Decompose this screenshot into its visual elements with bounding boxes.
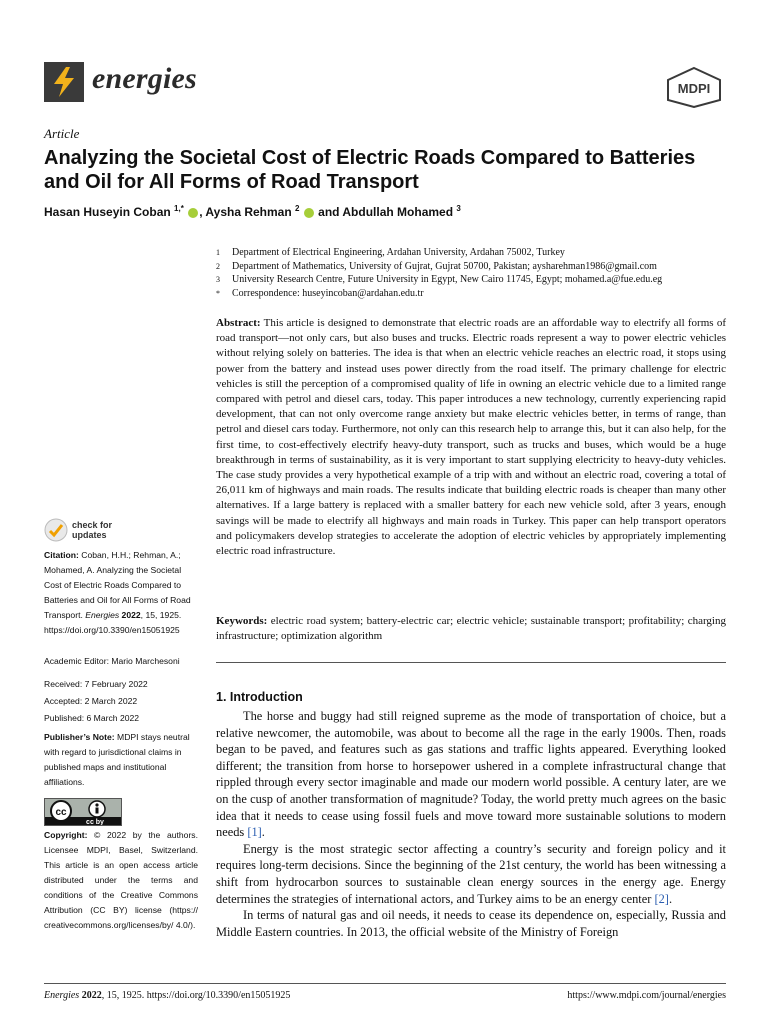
author-affiliation-mark: 2 — [295, 204, 300, 213]
affiliation-item: 1 Department of Electrical Engineering, Ardahan University, Ardahan 75002, Turkey — [216, 247, 565, 258]
svg-text:cc by: cc by — [86, 819, 104, 825]
journal-name: energies — [92, 62, 197, 95]
copyright-notice: Copyright: © 2022 by the authors. Licensee MDPI, Basel, Switzerland. This article is an open access article distributed under the terms and conditions of the Creative Commons Attribution (CC BY) license (https:// creativecommons.org/licenses/by/ 4.0/). — [44, 830, 198, 930]
svg-text:cc: cc — [55, 807, 67, 818]
keywords-label: Keywords: — [216, 615, 268, 627]
keywords — [216, 614, 726, 644]
journal-logo-icon — [44, 62, 84, 102]
author-list — [44, 204, 461, 219]
affiliation-item: 3 University Research Centre, Future University in Egypt, New Cairo 11745, Egypt; mohamed.a@fue.edu.eg — [216, 274, 663, 285]
publisher-note: Publisher’s Note: MDPI stays neutral with regard to jurisdictional claims in published maps and institutional affiliations. — [44, 732, 190, 787]
academic-editor: Academic Editor: Mario Marchesoni — [44, 656, 180, 666]
footer-divider — [44, 983, 726, 984]
published-date: Published: 6 March 2022 — [44, 713, 140, 723]
author-separator: , — [199, 205, 206, 219]
introduction-body — [216, 708, 726, 940]
author-affiliation-mark: 3 — [456, 204, 461, 213]
affiliation-item: * Correspondence: huseyincoban@ardahan.edu.tr — [216, 287, 424, 299]
author-name: Hasan Huseyin Coban — [44, 205, 171, 219]
check-updates-icon — [44, 518, 68, 542]
orcid-icon[interactable] — [304, 208, 314, 218]
mdpi-logo — [664, 66, 724, 108]
author-affiliation-mark: 1,* — [174, 204, 184, 213]
reference-link[interactable]: [1] — [247, 825, 262, 840]
svg-text:MDPI: MDPI — [677, 81, 711, 96]
check-for-updates-badge[interactable]: check for updates — [44, 516, 174, 546]
affiliation-item: 2 Department of Mathematics, University of Gujrat, Gujrat 50700, Pakistan; aysharehman1986@gmail.com — [216, 260, 657, 272]
article-dates — [44, 676, 148, 727]
footer-journal-url[interactable]: https://www.mdpi.com/journal/energies — [567, 990, 726, 1001]
author-separator: and — [314, 205, 343, 219]
paper-title: Analyzing the Societal Cost of Electric Roads Compared to Batteries and Oil for All Forms of Road Transport — [44, 147, 696, 193]
orcid-icon[interactable] — [188, 208, 198, 218]
mdpi-logo-icon — [664, 66, 724, 108]
paragraph: The horse and buggy had still reigned supreme as the mode of transportation of choice, but a relative newcomer, the automobile, was about to become all the rage in the early 1900s. Then, roads began to be paved, and features such as gas stations and traffic lights appeared. Everything looked different; the transition from horse to horsepower ushered in a complete infrastructural change that rippled through every sector imaginable and made our modern world possible. A century later, are we on the cusp of another transformation of magnitude? Today, the world pretty much agrees on the basic idea that it needs to cease using fossil fuels and move toward more sustainable solutions to modern needs [1]. — [216, 709, 726, 840]
cc-by-license-icon[interactable] — [44, 798, 122, 826]
author-name: Abdullah Mohamed — [342, 205, 454, 219]
section-heading: 1. Introduction — [216, 690, 303, 704]
footer-citation: Energies 2022, 15, 1925. https://doi.org/10.3390/en15051925 — [44, 990, 291, 1001]
reference-link[interactable]: [2] — [654, 891, 669, 906]
keywords-text: electric road system; battery-electric car; electric vehicle; sustainable transport; profitability; charging infrastructure; optimization algorithm — [216, 615, 726, 643]
affiliations — [216, 246, 726, 300]
abstract-label: Abstract: — [216, 317, 261, 329]
received-date: Received: 7 February 2022 — [44, 679, 148, 689]
citation: Citation: Coban, H.H.; Rehman, A.; Mohamed, A. Analyzing the Societal Cost of Electric Roads Compared to Batteries and Oil for All Forms of Road Transport. Energies 2022, 15, 1925. https://doi.org/10.3390/en15051925 — [44, 550, 191, 635]
accepted-date: Accepted: 2 March 2022 — [44, 696, 138, 706]
paragraph: Energy is the most strategic sector affecting a country’s security and foreign policy and it requires long-term decisions. Since the beginning of the 21st century, the world has been witnessing a shift from hydrocarbon sources to sustainable clean energy sources in the energy age. Energy determines the strategies of international actors, and Turkey aims to be an energy center [2]. — [216, 841, 726, 906]
section-divider — [216, 662, 726, 663]
abstract — [216, 316, 726, 559]
paragraph: In terms of natural gas and oil needs, it needs to cease its dependence on, especially, Russia and Middle Eastern countries. In 2013, the official website of the Ministry of Foreign — [216, 908, 726, 939]
article-type: Article — [44, 126, 80, 141]
author-name: Aysha Rehman — [205, 205, 292, 219]
abstract-text: This article is designed to demonstrate that electric roads are an affordable way to electrify all forms of road transport—not only cars, but also buses and trucks. Electric roads represent a way to power electric vehicles without relying solely on batteries. The idea is that when an electric vehicle reaches an electric road, it stops using power from the battery and instead uses power directly from the road itself. The primary challenge for electric vehicles is still the perception of a compromised quality of life in owning an electric vehicle due to a limited range compared with petrol and diesel cars, today. This paper introduces a new technology, currently experiencing rapid development, that can not only overcome range anxiety but make electric vehicles better, in terms of range, than petrol and diesel cars today. Furthermore, not only can this research help to arrange this, but it can also help, for the first time, to cost-effectively electrify heavy-duty transport, such as trucks and buses, which would be a huge breakthrough in terms of sustainability, as it is very important to start supplying electricity to heavy-duty vehicles. The case study provides a very hypothetical example of a trip with and without an electric road, covering a total of 26,011 km of highways and main roads. The results indicate that building electric roads is cheaper than many other alternatives. If a large battery is replaced with a smaller battery for each new vehicle sold, after 3 years, enough savings will be made to electrify all highways and main roads in Turkey. This paper can help transport operators and policymakers develop strategies to accelerate the adoption of electric vehicles by appropriately implementing electric road infrastructure. — [216, 317, 726, 558]
